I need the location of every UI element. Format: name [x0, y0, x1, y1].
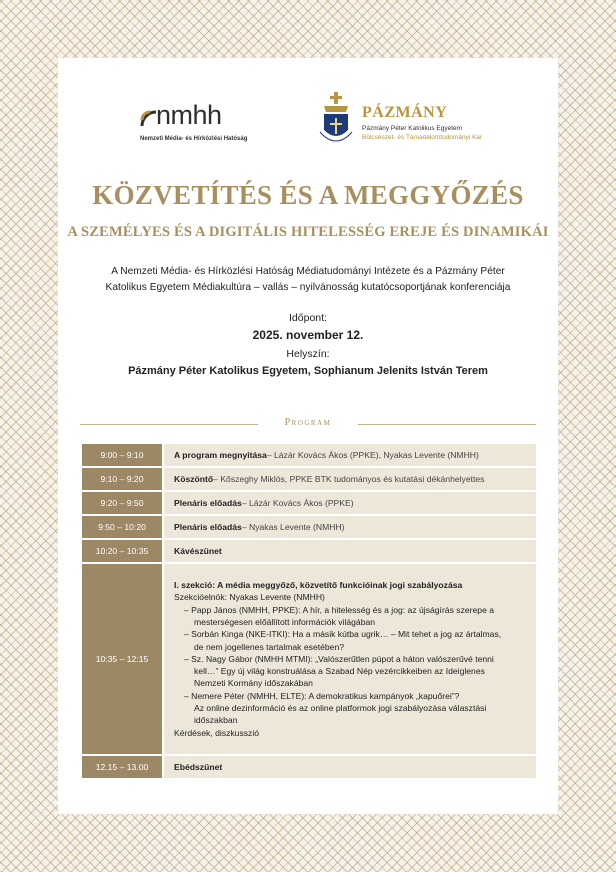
- session-qa: Kérdések, diszkusszió: [174, 727, 260, 738]
- row-content: [162, 540, 536, 562]
- talk-1-cont: mesterségesen előállított információk világában: [194, 616, 376, 627]
- program-heading: [80, 416, 536, 432]
- session-title: I. szekció: A média meggyőző, közvetítő funkcióinak jogi szabályozása: [174, 580, 463, 591]
- invitation-page: [58, 58, 558, 814]
- row-title: Plenáris előadás: [174, 522, 242, 532]
- talk-3-cont: kell…” Egy új világ konstruálása a Szabad Nép vezércikkeiben az Ideiglenes: [194, 666, 485, 677]
- intro-text: [78, 264, 538, 296]
- conference-title: KÖZVETÍTÉS ÉS A MEGGYŐZÉS: [92, 180, 524, 210]
- row-detail: – Kőszeghy Miklós, PPKE BTK tudományos és kutatási dékánhelyettes: [213, 474, 485, 484]
- ppke-crest-icon: [316, 90, 356, 150]
- program-table: [82, 444, 536, 780]
- ppke-name: PÁZMÁNY: [362, 104, 448, 121]
- session-content: [162, 564, 536, 754]
- row-title: Köszöntő: [174, 474, 214, 484]
- talk-3: – Sz. Nagy Gábor (NMHH MTMI): „Valószerűtlen púpot a háton valószerűvé tenni: [184, 653, 494, 664]
- row-detail: – Lázár Kovács Ákos (PPKE), Nyakas Levente (NMHH): [266, 450, 479, 460]
- talk-3-cont-2: Nemzeti Kormány időszakában: [194, 678, 313, 689]
- ppke-university: Pázmány Péter Katolikus Egyetem: [362, 125, 463, 132]
- venue-label: Helyszín:: [286, 348, 330, 360]
- talk-4-cont-2: időszakban: [194, 715, 238, 726]
- row-time: 9:10 – 9:20: [82, 468, 162, 490]
- table-row: [82, 516, 536, 540]
- table-row: [82, 756, 536, 780]
- session-row: [82, 564, 536, 756]
- row-content: [162, 756, 536, 778]
- row-title: A program megnyitása: [174, 450, 267, 460]
- event-venue: Pázmány Péter Katolikus Egyetem, Sophianum Jelenits István Terem: [128, 365, 488, 377]
- conference-subtitle: A SZEMÉLYES ÉS A DIGITÁLIS HITELESSÉG EREJE ÉS DINAMIKÁI: [67, 224, 549, 240]
- row-time: 12.15 – 13.00: [82, 756, 162, 778]
- row-content: [162, 492, 536, 514]
- ppke-faculty: Bölcsészet- és Társadalomtudományi Kar: [362, 134, 483, 141]
- row-detail: – Lázár Kovács Ákos (PPKE): [241, 498, 354, 508]
- row-content: [162, 516, 536, 538]
- session-time: 10:35 – 12:15: [82, 564, 162, 754]
- date-label: Időpont:: [289, 312, 327, 324]
- row-title: Ebédszünet: [174, 762, 223, 772]
- intro-line-1: A Nemzeti Média- és Hírközlési Hatóság Médiatudományi Intézete és a Pázmány Péter: [111, 266, 505, 277]
- intro-line-2: Katolikus Egyetem Médiakultúra – vallás – nyilvánosság kutatócsoportjának konferenciája: [105, 282, 511, 293]
- event-date: 2025. november 12.: [252, 328, 364, 342]
- session-chair: Szekcióelnök: Nyakas Levente (NMHH): [174, 592, 325, 603]
- row-time: 10:20 – 10:35: [82, 540, 162, 562]
- talk-4-cont: Az online dezinformáció és az online platformok jogi szabályozása választási: [194, 703, 487, 714]
- talk-1: – Papp János (NMHH, PPKE): A hír, a hitelesség és a jog: az újságírás szerepe a: [184, 604, 495, 615]
- row-title: Kávészünet: [174, 546, 222, 556]
- logo-bar: [58, 90, 558, 160]
- table-row: [82, 492, 536, 516]
- row-title: Plenáris előadás: [174, 498, 242, 508]
- talk-2: – Sorbán Kinga (NKE-ITKI): Ha a másik kútba ugrik… – Mit tehet a jog az ártalmas,: [184, 629, 502, 640]
- row-detail: – Nyakas Levente (NMHH): [241, 522, 345, 532]
- program-label: Program: [284, 417, 332, 428]
- row-content: [162, 444, 536, 466]
- row-time: 9:50 – 10:20: [82, 516, 162, 538]
- table-row: [82, 444, 536, 468]
- row-content: [162, 468, 536, 490]
- nmhh-wordmark: nmhh: [156, 100, 222, 130]
- table-row: [82, 540, 536, 564]
- table-row: [82, 468, 536, 492]
- nmhh-logo: [138, 102, 288, 152]
- row-time: 9:20 – 9:50: [82, 492, 162, 514]
- row-time: 9:00 – 9:10: [82, 444, 162, 466]
- ppke-logo: [316, 90, 536, 160]
- nmhh-fullname: Nemzeti Média- és Hírközlési Hatóság: [140, 136, 248, 142]
- talk-2-cont: de nem jogellenes tartalmak esetében?: [194, 641, 345, 652]
- talk-4: – Nemere Péter (NMHH, ELTE): A demokratikus kampányok „kapuőrei”?: [184, 690, 460, 701]
